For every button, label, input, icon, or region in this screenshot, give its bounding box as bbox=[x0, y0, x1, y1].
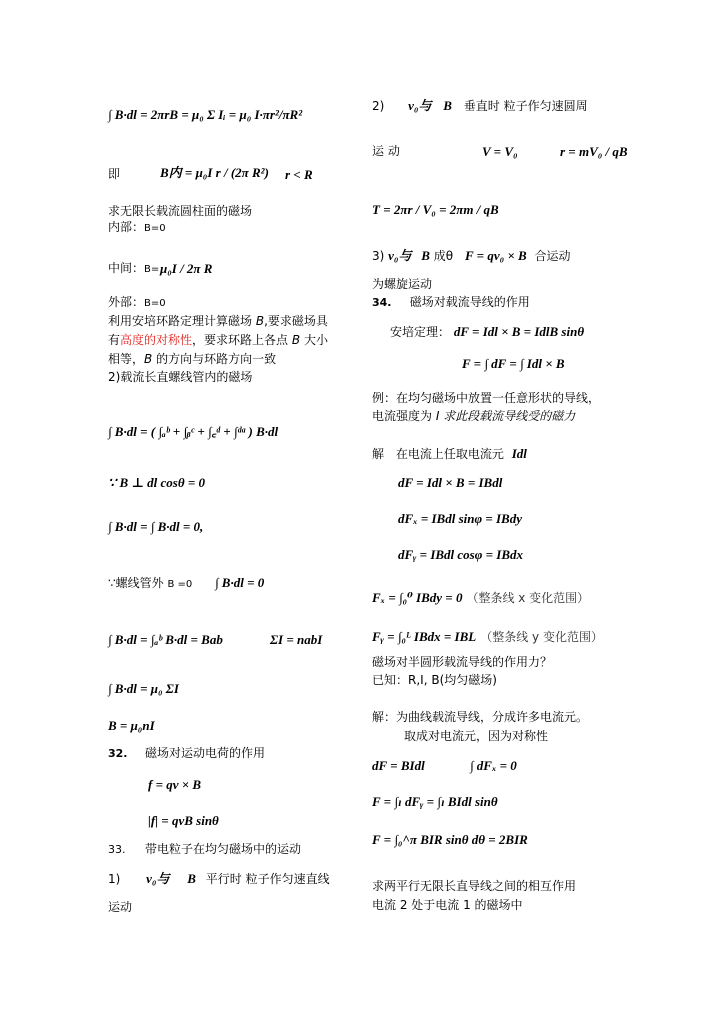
solution2-line1: 解：为曲线载流导线，分成许多电流元。 bbox=[372, 710, 589, 724]
b-middle-equation: μ₀I / 2π R bbox=[160, 261, 213, 276]
example-line2-b: I 求此段载流导线受的磁力 bbox=[435, 409, 576, 423]
known-line bbox=[372, 674, 497, 688]
F-integral-equation: F = ∫ dF = ∫ Idl × B bbox=[462, 356, 565, 371]
ampere-line3-a: 相等， bbox=[108, 352, 145, 366]
outside-solenoid-b0: B =0 bbox=[167, 579, 193, 590]
ampere-line1-c: ,要求磁场具 bbox=[264, 314, 328, 328]
point-2-v0: v₀与 bbox=[408, 98, 432, 113]
outside-value: B=0 bbox=[144, 298, 166, 309]
point-3-B: B bbox=[421, 248, 430, 263]
b-inside-equation: B内 = μ₀I r / (2π R²) bbox=[160, 165, 269, 180]
middle-value: B= bbox=[144, 264, 160, 275]
point-3-continuation: 为螺旋运动 bbox=[372, 277, 433, 291]
section-32-title: 磁场对运动电荷的作用 bbox=[145, 746, 266, 760]
ampere-line1-a: 利用安培环路定理计算磁场 bbox=[108, 314, 253, 328]
ampere-line3-c: 的方向与环路方向一致 bbox=[156, 352, 277, 366]
dF-BIdl-equation: dF = BIdl bbox=[372, 758, 425, 773]
outside-label bbox=[108, 296, 166, 310]
ampere-text-line1 bbox=[108, 315, 328, 329]
r-less-R-condition: r < R bbox=[285, 167, 313, 182]
F-int-dFy-equation: F = ∫ₗ dFᵧ = ∫ₗ BIdl sinθ bbox=[372, 794, 498, 809]
point-1-number: 1) bbox=[108, 872, 121, 886]
ampere-line2-end: 大小 bbox=[303, 333, 328, 347]
Fx-note: （整条线 x 变化范围） bbox=[466, 591, 590, 605]
parallel-line2: 电流 2 处于电流 1 的磁场中 bbox=[372, 898, 523, 912]
point-1-continuation: 运动 bbox=[108, 900, 133, 914]
inside-label-text: 内部： bbox=[108, 220, 145, 234]
section-33-number: 33. bbox=[108, 843, 126, 856]
mu0-equation: ∫ B·dl = μ₀ ΣI bbox=[108, 681, 179, 696]
right-column bbox=[360, 0, 720, 1017]
inside-value: B=0 bbox=[144, 223, 166, 234]
middle-label bbox=[108, 262, 159, 276]
ampere-line2-b: B bbox=[291, 333, 301, 347]
Fy-note: （整条线 y 变化范围） bbox=[480, 630, 603, 644]
dFy-equation: dFᵧ = IBdl cosφ = IBdx bbox=[398, 547, 523, 562]
ampere-line1-b: B bbox=[255, 314, 265, 328]
example-line1: 例：在均匀磁场中放置一任意形状的导线， bbox=[372, 391, 601, 405]
bc-da-equation: ∫ B·dl = ∫ B·dl = 0, bbox=[108, 519, 204, 534]
section-34-number: 34. bbox=[372, 296, 392, 309]
fmag-equation: |f| = qvB sinθ bbox=[148, 813, 219, 828]
ampere-line2-highlight: 高度的对称性 bbox=[120, 333, 193, 347]
solution-line bbox=[372, 447, 527, 462]
semicircle-question: 磁场对半圆形载流导线的作用力？ bbox=[372, 655, 553, 669]
fm-equation: f = qv × B bbox=[148, 777, 202, 792]
outside-solenoid-text bbox=[108, 577, 192, 591]
outside-label-text: 外部： bbox=[108, 295, 145, 309]
Fx-equation: Fₓ = ∫₀⁰ IBdy = 0 bbox=[372, 590, 463, 605]
solution2-line2: 取成对电流元，因为对称性 bbox=[404, 729, 549, 743]
point-2-B: B bbox=[443, 98, 452, 113]
point-3-v0: v₀与 bbox=[388, 248, 412, 263]
point-1-line bbox=[108, 872, 330, 887]
section-32-number: 32. bbox=[108, 747, 128, 760]
section-33-title: 带电粒子在均匀磁场中的运动 bbox=[145, 842, 302, 856]
point-2-number: 2) bbox=[372, 99, 385, 113]
cd-equation: ∫ B·dl = 0 bbox=[215, 575, 265, 590]
section-34-line bbox=[372, 296, 530, 310]
sum-I-equation: ΣI = nabI bbox=[270, 632, 323, 647]
Fy-line bbox=[372, 628, 603, 646]
ampere-text-line2 bbox=[108, 334, 328, 348]
point-3-force-equation: F = qv₀ × B bbox=[464, 248, 527, 263]
example-line2-a: 电流强度为 bbox=[372, 409, 433, 423]
ampere-line2-pre: 有 bbox=[108, 333, 121, 347]
ab-equation: ∫ B·dl = ∫ₐᵇ B·dl = Bab bbox=[108, 632, 223, 647]
B-nI-equation: B = μ₀nI bbox=[108, 718, 155, 733]
dF-IBdl-equation: dF = Idl × B = IBdl bbox=[398, 475, 503, 490]
point-3-end: 合运动 bbox=[534, 249, 571, 263]
example-line2 bbox=[372, 410, 575, 424]
perp-equation: ∵ B ⊥ dl cosθ = 0 bbox=[108, 475, 206, 490]
point-2-text: 垂直时 粒子作匀速圆周 bbox=[463, 99, 588, 113]
ampere-line2-post: ，要求环路上各点 bbox=[192, 333, 289, 347]
solution-label: 解 bbox=[372, 447, 385, 461]
point-3-number: 3) bbox=[372, 249, 385, 263]
Fy-equation: Fᵧ = ∫₀ᴸ IBdx = IBL bbox=[372, 629, 477, 644]
point-2-line bbox=[372, 99, 588, 114]
point-3-line bbox=[372, 249, 571, 264]
point-2-continuation: 运 动 bbox=[372, 144, 400, 158]
section-34-title: 磁场对载流导线的作用 bbox=[409, 295, 530, 309]
outside-solenoid-prefix: ∵螺线管外 bbox=[108, 576, 164, 590]
inside-label bbox=[108, 221, 166, 235]
parallel-question: 求两平行无限长直导线之间的相互作用 bbox=[372, 879, 577, 893]
point-1-v0: v₀与 bbox=[146, 871, 170, 886]
T-equation: T = 2πr / V₀ = 2πm / qB bbox=[372, 202, 499, 217]
v-equation: V = V₀ bbox=[482, 144, 518, 159]
point-3-angle: 成θ bbox=[433, 249, 454, 263]
ji-label: 即 bbox=[108, 167, 121, 181]
ampere-text-line3 bbox=[108, 353, 276, 367]
known-label: 已知： bbox=[372, 673, 409, 687]
solution-Idl: Idl bbox=[511, 446, 527, 461]
ampere-inside-equation: ∫ B·dl = 2πrB = μ₀ Σ Iᵢ = μ₀ I·πr²/πR² bbox=[108, 107, 303, 122]
r-equation: r = mV₀ / qB bbox=[560, 144, 628, 159]
middle-label-text: 中间： bbox=[108, 261, 145, 275]
ampere-force-label: 安培定理： bbox=[390, 325, 451, 339]
dF-equation: dF = Idl × B = IdlB sinθ bbox=[453, 324, 585, 339]
F-2BIR-equation: F = ∫₀^π BIR sinθ dθ = 2BIR bbox=[372, 832, 528, 847]
surface-current-title: 求无限长载流圆柱面的磁场 bbox=[108, 204, 253, 218]
point-1-text: 平行时 粒子作匀速直线 bbox=[205, 872, 330, 886]
Fx-line bbox=[372, 589, 589, 607]
solution-text: 在电流上任取电流元 bbox=[395, 447, 504, 461]
point-1-B: B bbox=[187, 871, 196, 886]
loop-split-equation: ∫ B·dl = ( ∫ₐᵇ + ∫ᵦᶜ + ∫꜀ᵈ + ∫ᵈᵃ ) B·dl bbox=[108, 424, 279, 439]
solenoid-title: 2)载流长直螺线管内的磁场 bbox=[108, 370, 253, 384]
ampere-force-line bbox=[390, 325, 584, 340]
dFx-equation: dFₓ = IBdl sinφ = IBdy bbox=[398, 511, 523, 526]
int-dFx-equation: ∫ dFₓ = 0 bbox=[470, 758, 517, 773]
ampere-line3-b: B bbox=[144, 352, 153, 366]
known-values: R,I, B(均匀磁场) bbox=[408, 673, 497, 687]
